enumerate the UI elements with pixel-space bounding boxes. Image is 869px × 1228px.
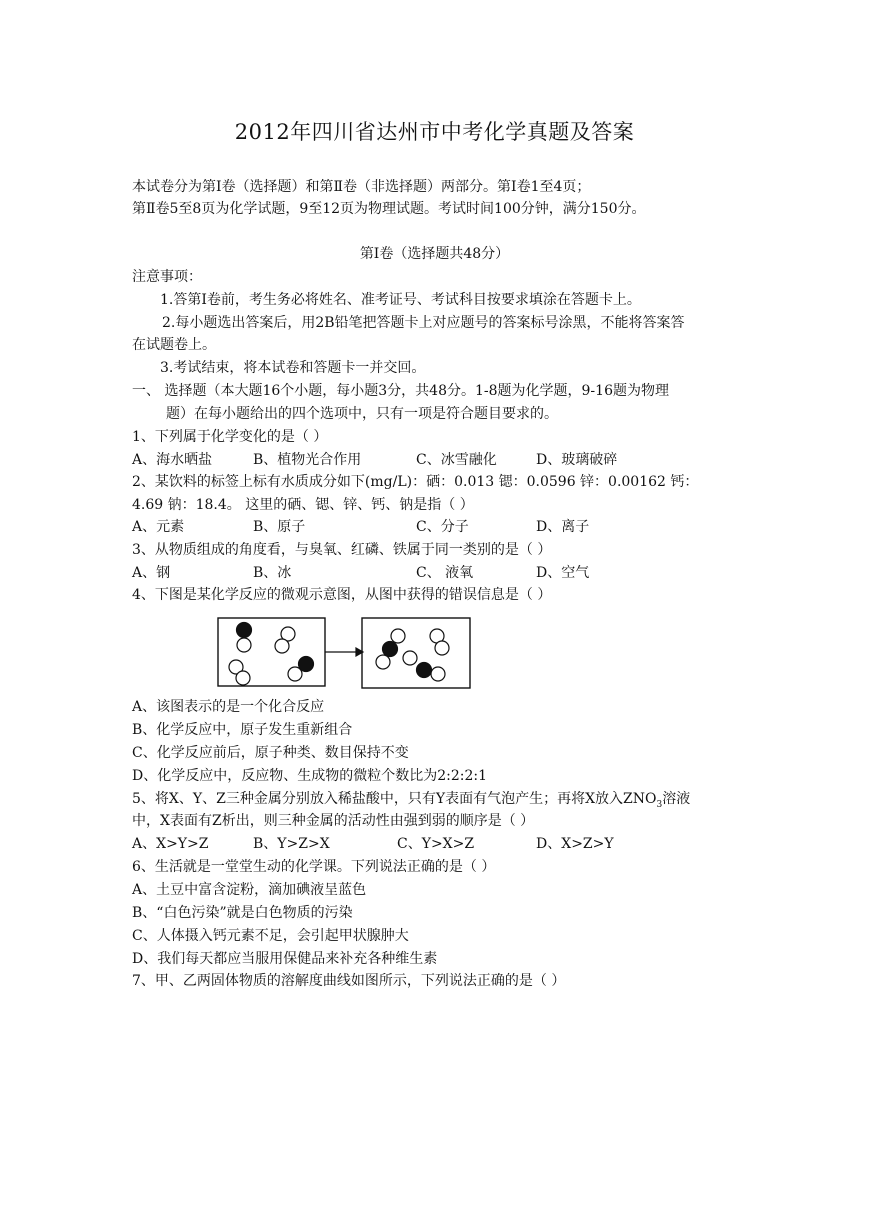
q6-option-b: B、“白色污染”就是白色物质的污染 [132,905,353,921]
product-molecule-1 [376,629,405,669]
q6-option-d: D、我们每天都应当服用保健品来补充各种维生素 [132,951,438,967]
q2-stem-line-1: 2、某饮料的标签上标有水质成分如下(mg/L)：硒：0.013 锶：0.0596 锌：0.00162 钙： [132,474,699,490]
product-molecule-3 [403,651,445,681]
product-molecule-2 [430,629,449,655]
q6-option-c: C、人体摄入钙元素不足，会引起甲状腺肿大 [132,928,409,944]
q5-stem-part-b: 溶液 [662,791,691,807]
notice-item-2: 2.每小题选出答案后，用2B铅笔把答题卡上对应题号的答案标号涂黑，不能将答案答 [162,315,685,331]
q1-option-a: A、海水晒盐 [132,452,213,468]
q5-option-b: B、Y>Z>X [253,836,330,852]
q4-option-a: A、该图表示的是一个化合反应 [132,699,325,715]
q5-stem-part-a: 5、将X、Y、Z三种金属分别放入稀盐酸中，只有Y表面有气泡产生；再将X放入ZNO [132,791,657,807]
q3-options [132,562,732,584]
q2-option-d: D、离子 [536,519,590,535]
q3-option-a: A、钢 [132,565,171,581]
reactant-molecule-3 [229,660,250,685]
q1-option-c: C、冰雪融化 [416,452,497,468]
q7-stem: 7、甲、乙两固体物质的溶解度曲线如图所示，下列说法正确的是（ ） [132,973,566,989]
reactant-molecule-2 [275,627,295,653]
q2-options [132,516,732,538]
q4-stem: 4、下图是某化学反应的微观示意图，从图中获得的错误信息是（ ） [132,587,552,603]
reaction-diagram [210,612,480,694]
reactant-molecule-4 [288,657,314,682]
q5-option-c: C、Y>X>Z [397,836,475,852]
product-box [362,618,470,688]
intro-line-2: 第Ⅱ卷5至8页为化学试题，9至12页为物理试题。考试时间100分钟，满分150分。 [132,201,646,217]
part1-heading-line-2: 题）在每小题给出的四个选项中，只有一项是符合题目要求的。 [166,406,558,422]
q5-options [132,833,732,855]
notice-item-1: 1.答第Ⅰ卷前，考生务必将姓名、准考证号、考试科目按要求填涂在答题卡上。 [160,292,641,308]
reaction-arrow [325,648,363,656]
q3-option-b: B、冰 [253,565,292,581]
notice-item-3: 3.考试结束，将本试卷和答题卡一并交回。 [160,360,426,376]
q6-option-a: A、土豆中富含淀粉，滴加碘液呈蓝色 [132,882,367,898]
notice-label: 注意事项： [132,269,202,285]
q1-options [132,449,732,471]
q4-option-b: B、化学反应中，原子发生重新组合 [132,722,353,738]
q1-stem: 1、下列属于化学变化的是（ ） [132,429,328,445]
q5-stem-line-2: 中，X表面有Z析出，则三种金属的活动性由强到弱的顺序是（ ） [132,813,535,829]
q1-option-b: B、植物光合作用 [253,452,362,468]
q5-option-d: D、X>Z>Y [536,836,614,852]
reactant-box [218,618,325,686]
q1-option-d: D、玻璃破碎 [536,452,618,468]
q3-option-c: C、 液氧 [416,565,474,581]
intro-line-1: 本试卷分为第Ⅰ卷（选择题）和第Ⅱ卷（非选择题）两部分。第Ⅰ卷1至4页； [132,179,591,195]
notice-item-2-cont: 在试题卷上。 [132,337,216,353]
q2-stem-line-2: 4.69 钠：18.4。 这里的硒、锶、锌、钙、钠是指（ ） [132,497,474,513]
part1-heading-line-1: 一、 选择题（本大题16个小题，每小题3分，共48分。1-8题为化学题，9-16题为物理 [132,383,669,399]
q2-option-a: A、元素 [132,519,185,535]
q2-option-b: B、原子 [253,519,306,535]
q6-stem: 6、生活就是一堂堂生动的化学课。下列说法正确的是（ ） [132,859,496,875]
q3-stem: 3、从物质组成的角度看，与臭氧、红磷、铁属于同一类别的是（ ） [132,542,552,558]
section-title: 第Ⅰ卷（选择题共48分） [359,246,510,262]
q5-subscript: 3 [656,799,663,810]
q4-option-c: C、化学反应前后，原子种类、数目保持不变 [132,745,409,761]
reactant-molecule-1 [237,623,252,653]
q2-option-c: C、分子 [416,519,469,535]
page-title: 2012年四川省达州市中考化学真题及答案 [234,120,635,144]
q5-option-a: A、X>Y>Z [132,836,209,852]
q4-option-d: D、化学反应中，反应物、生成物的微粒个数比为2:2:2:1 [132,768,488,784]
q3-option-d: D、空气 [536,565,590,581]
